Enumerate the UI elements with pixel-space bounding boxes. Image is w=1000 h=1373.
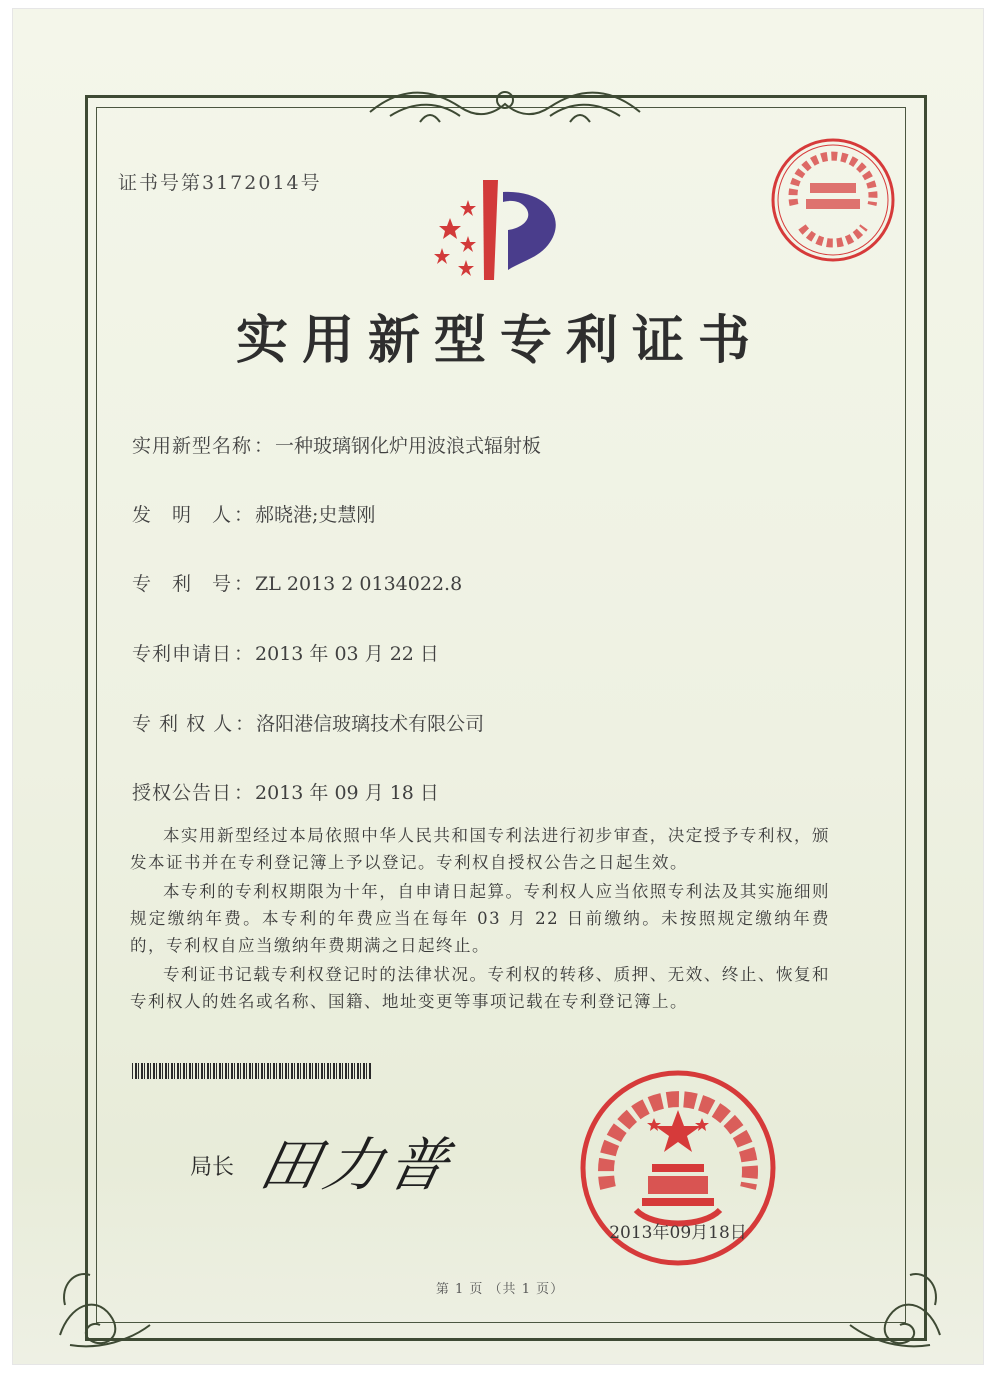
field-value: 郝晓港;史慧刚 — [255, 504, 376, 526]
field-value: 洛阳港信玻璃技术有限公司 — [256, 713, 485, 735]
patent-office-logo-icon — [428, 170, 578, 290]
top-ornament — [360, 82, 650, 132]
certificate-number: 证书号第3172014号 — [118, 172, 322, 194]
field-label: 实用新型名称 — [132, 435, 253, 457]
field-value: 2013 年 09 月 18 日 — [255, 782, 439, 804]
field-label: 发 明 人 — [132, 504, 233, 526]
field-application-date: 专利申请日 ： 2013 年 03 月 22 日 — [132, 643, 439, 665]
field-utility-model-name: 实用新型名称 ： 一种玻璃钢化炉用波浪式辐射板 — [132, 435, 542, 457]
field-label: 授权公告日 — [132, 782, 233, 804]
field-label: 专利申请日 — [132, 643, 233, 665]
field-label: 专 利 号 — [132, 573, 233, 595]
body-paragraph: 本实用新型经过本局依照中华人民共和国专利法进行初步审查，决定授予专利权，颁发本证书并在专利登记簿上予以登记。专利权自授权公告之日起生效。 — [130, 826, 830, 872]
field-inventor: 发 明 人 ： 郝晓港;史慧刚 — [132, 504, 376, 526]
field-value: ZL 2013 2 0134022.8 — [255, 573, 463, 595]
page-indicator: 第 1 页 （共 1 页） — [435, 1282, 565, 1297]
director-signature: 田力普 — [253, 1131, 461, 1199]
body-paragraph: 本专利的专利权期限为十年，自申请日起算。专利权人应当依照专利法及其实施细则规定缴纳年费。本专利的年费应当在每年 03 月 22 日前缴纳。未按照规定缴纳年费的，专利权自应当缴纳年费期满之日起终止。 — [130, 882, 830, 955]
field-value: 一种玻璃钢化炉用波浪式辐射板 — [275, 435, 542, 457]
body-paragraph: 专利证书记载专利权登记时的法律状况。专利权的转移、质押、无效、终止、恢复和专利权人的姓名或名称、国籍、地址变更等事项记载在专利登记簿上。 — [130, 965, 830, 1011]
field-patentee: 专 利 权 人 ： 洛阳港信玻璃技术有限公司 — [132, 713, 485, 735]
certificate-title: 实用新型专利证书 — [235, 311, 764, 371]
tax-stamp-seal — [768, 135, 898, 265]
field-grant-date: 授权公告日 ： 2013 年 09 月 18 日 — [132, 782, 439, 804]
barcode — [132, 1063, 372, 1079]
director-label: 局长 — [190, 1155, 235, 1180]
bottom-right-ornament — [840, 1245, 950, 1355]
field-patent-number: 专 利 号 ： ZL 2013 2 0134022.8 — [132, 573, 463, 595]
seal-date: 2013年09月18日 — [609, 1223, 747, 1243]
field-value: 2013 年 03 月 22 日 — [255, 643, 439, 665]
bottom-left-ornament — [50, 1245, 160, 1355]
certificate-body — [130, 822, 830, 1017]
field-label: 专 利 权 人 — [132, 713, 234, 735]
official-seal — [578, 1068, 778, 1268]
